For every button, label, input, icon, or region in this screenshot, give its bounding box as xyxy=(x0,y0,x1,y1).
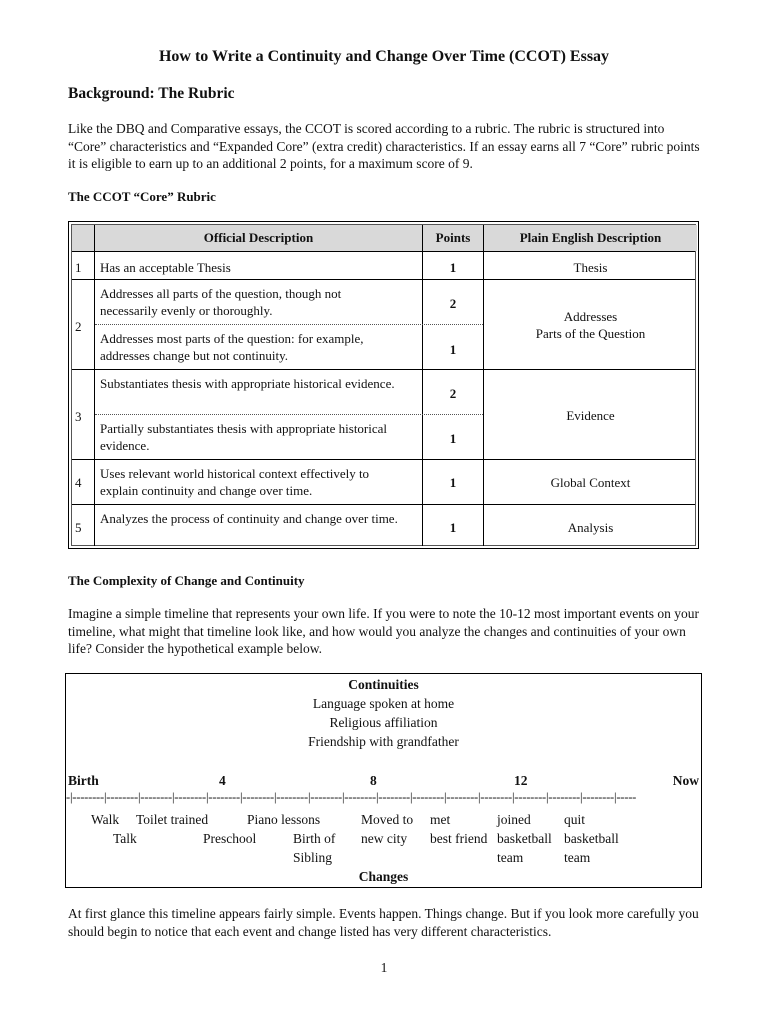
row-description: Has an acceptable Thesis xyxy=(100,260,231,275)
row-points: 1 xyxy=(449,260,457,275)
row-points: 2 xyxy=(449,386,457,401)
row-number: 3 xyxy=(75,409,82,424)
row-points: 2 xyxy=(449,296,457,311)
row-number: 1 xyxy=(75,260,82,275)
row-plain: Evidence xyxy=(566,408,615,423)
event-label: best friend xyxy=(430,831,488,846)
event-label: Preschool xyxy=(203,831,257,846)
row-number: 2 xyxy=(75,319,82,334)
row-description: Addresses most parts of the question: for example, addresses change but not continuity. xyxy=(100,331,364,363)
row-points: 1 xyxy=(449,431,457,446)
event-label: Birth of xyxy=(293,831,336,846)
changes-label: Changes xyxy=(358,869,409,884)
continuity-item: Friendship with grandfather xyxy=(308,734,459,749)
continuities-label: Continuities xyxy=(348,677,419,692)
row-points: 1 xyxy=(449,520,457,535)
continuity-item: Religious affiliation xyxy=(329,715,438,730)
header-plain: Plain English Description xyxy=(519,230,662,245)
row-points: 1 xyxy=(449,475,457,490)
event-label: quit xyxy=(564,812,586,827)
complexity-heading: The Complexity of Change and Continuity xyxy=(68,573,305,588)
event-label: Sibling xyxy=(293,850,333,865)
row-description: Substantiates thesis with appropriate historical evidence. xyxy=(100,376,395,391)
rubric-heading: The CCOT “Core” Rubric xyxy=(68,189,216,204)
header-official: Official Description xyxy=(203,230,314,245)
event-label: met xyxy=(430,812,451,827)
page-title: How to Write a Continuity and Change Over Time (CCOT) Essay xyxy=(158,48,610,65)
event-label: Piano lessons xyxy=(247,812,321,827)
row-plain: Thesis xyxy=(573,260,608,275)
axis-age-12: 12 xyxy=(514,773,528,788)
event-label: basketball xyxy=(564,831,619,846)
axis-now: Now xyxy=(672,773,699,788)
row-description: Uses relevant world historical context effectively to explain continuity and change over time. xyxy=(100,466,370,498)
page-number: 1 xyxy=(380,960,388,975)
timeline-box xyxy=(65,673,702,888)
row-plain: Global Context xyxy=(550,475,631,490)
header-num-cell xyxy=(72,225,94,251)
header-points: Points xyxy=(435,230,471,245)
timeline-ruler: -|--------|--------|--------|--------|--------|--------|--------|--------|--------|--------|--------|--------|--------|--------|--------|--------|----- xyxy=(66,790,637,804)
row-plain: Parts of the Question xyxy=(535,326,646,341)
event-label: basketball xyxy=(497,831,552,846)
event-label: new city xyxy=(361,831,408,846)
row-plain: Addresses xyxy=(563,309,618,324)
row-points: 1 xyxy=(449,342,457,357)
row-number: 4 xyxy=(75,475,82,490)
event-label: Talk xyxy=(113,831,137,846)
event-label: team xyxy=(564,850,591,865)
row-number: 5 xyxy=(75,520,82,535)
closing-paragraph: At first glance this timeline appears fairly simple. Events happen. Things change. But if you look more carefully you should begin to notice that each event and change listed has very different characteristics. xyxy=(68,906,699,939)
complexity-paragraph: Imagine a simple timeline that represents your own life. If you were to note the 10-12 most important events on your timeline, what might that timeline look like, and how would you analyze the changes and continuities of your own life? Consider the hypothetical example below. xyxy=(68,606,699,656)
row-description: Addresses all parts of the question, though not necessarily evenly or thoroughly. xyxy=(100,286,342,318)
axis-age-4: 4 xyxy=(219,773,226,788)
axis-birth: Birth xyxy=(68,773,99,788)
event-label: Toilet trained xyxy=(136,812,209,827)
row-plain: Analysis xyxy=(567,520,614,535)
axis-age-8: 8 xyxy=(370,773,377,788)
event-label: team xyxy=(497,850,524,865)
row-description: Partially substantiates thesis with appropriate historical evidence. xyxy=(100,421,388,453)
event-label: Moved to xyxy=(361,812,414,827)
intro-paragraph: Like the DBQ and Comparative essays, the CCOT is scored according to a rubric. The rubric is structured into “Core” characteristics and “Expanded Core” (extra credit) characteristics. If an essay earns all 7 “Core” rubric points it is eligible to earn up to an additional 2 points, for a maximum score of 9. xyxy=(68,121,700,171)
event-label: joined xyxy=(497,812,531,827)
continuity-item: Language spoken at home xyxy=(312,696,455,711)
event-label: Walk xyxy=(91,812,120,827)
background-heading: Background: The Rubric xyxy=(68,85,235,102)
rubric-table xyxy=(68,221,699,549)
row-description: Analyzes the process of continuity and change over time. xyxy=(100,511,398,526)
